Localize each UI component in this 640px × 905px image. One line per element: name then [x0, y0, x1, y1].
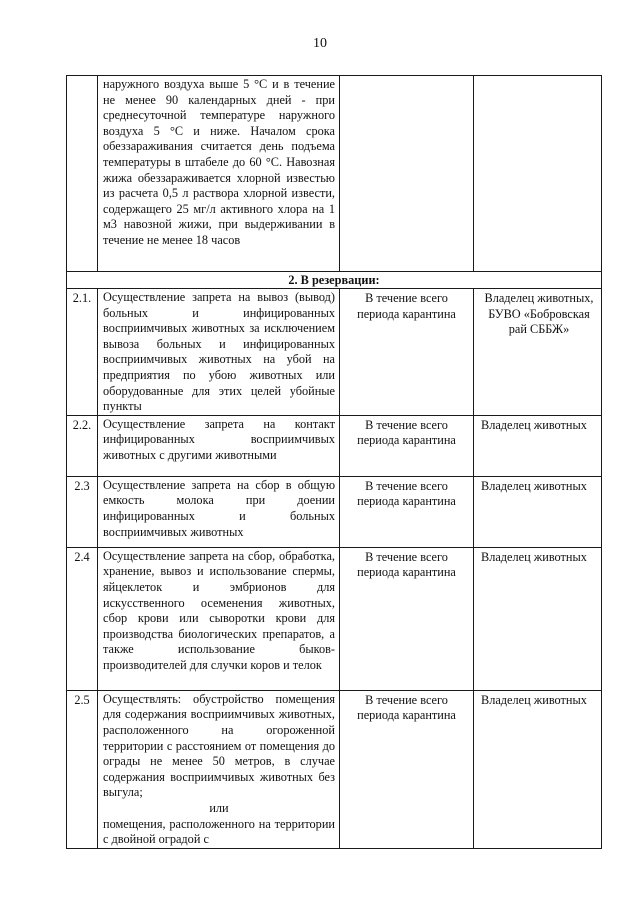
section-header-row [67, 272, 602, 289]
row-number: 2.3 [67, 476, 98, 547]
row-number: 2.4 [67, 547, 98, 690]
table-row [67, 690, 602, 848]
action-cell [98, 289, 340, 416]
action-text: Осуществление запрета на контакт инфицированных восприимчивых животных с другими животными [103, 416, 335, 462]
action-cell [98, 76, 340, 272]
table-row [67, 76, 602, 272]
action-or-text: или [209, 800, 229, 815]
action-cell [98, 415, 340, 476]
term-cell: В течение всего периода карантина [340, 690, 474, 848]
responsible-cell: Владелец животных [474, 415, 602, 476]
table-row [67, 476, 602, 547]
action-text: Осуществлять: обустройство помещения для содержания восприимчивых животных, расположенного на огороженной территории с расстоянием от помещения до ограды не менее 50 метров, в случае содержания восприимчивых животных без выгула; [103, 691, 335, 800]
action-text: Осуществление запрета на сбор, обработка, хранение, вывоз и использование спермы, яйцеклеток и эмбрионов для искусственного осеменения животных, сбор крови или сыворотки крови для производства биологических препаратов, а также использование быков-производителей для случки коров и телок [103, 548, 335, 672]
num-cell [67, 76, 98, 272]
action-cell [98, 476, 340, 547]
row-number: 2.2. [67, 415, 98, 476]
action-cell [98, 690, 340, 848]
table-row [67, 547, 602, 690]
term-cell [340, 76, 474, 272]
responsible-cell: Владелец животных [474, 547, 602, 690]
row-number: 2.1. [67, 289, 98, 416]
term-cell: В течение всего периода карантина [340, 415, 474, 476]
responsible-cell: Владелец животных [474, 476, 602, 547]
measures-table [66, 75, 602, 849]
responsible-cell: Владелец животных, БУВО «Бобровская рай СББЖ» [474, 289, 602, 416]
action-cell [98, 547, 340, 690]
responsible-cell [474, 76, 602, 272]
action-text: Осуществление запрета на сбор в общую емкость молока при доении инфицированных и больных восприимчивых животных [103, 477, 335, 539]
action-text: Осуществление запрета на вывоз (вывод) больных и инфицированных восприимчивых животных за исключением вывоза больных и инфицированных восприимчивых животных на убой на предприятия по убою животных или оборудованные для этих целей убойные пункты [103, 290, 335, 414]
table-row [67, 289, 602, 416]
responsible-cell: Владелец животных [474, 690, 602, 848]
action-text: наружного воздуха выше 5 °С и в течение не менее 90 календарных дней - при среднесуточной температуре наружного воздуха 5 °С и ниже. Началом срока обеззараживания считается день подъема температуры в штабеле до 60 °С. Навозная жижа обеззараживается хлорной известью из расчета 0,5 л раствора хлорной извести, содержащего 25 мг/л активного хлора на 1 м3 навозной жижи, при выдерживании в течение не менее 18 часов [103, 77, 335, 247]
row-number: 2.5 [67, 690, 98, 848]
term-cell: В течение всего периода карантина [340, 547, 474, 690]
action-continuation-text: помещения, расположенного на территории с двойной оградой с [103, 816, 335, 847]
section-title: 2. В резервации: [67, 272, 602, 289]
term-cell: В течение всего периода карантина [340, 289, 474, 416]
term-cell: В течение всего периода карантина [340, 476, 474, 547]
page-number: 10 [313, 36, 327, 51]
table-row [67, 415, 602, 476]
